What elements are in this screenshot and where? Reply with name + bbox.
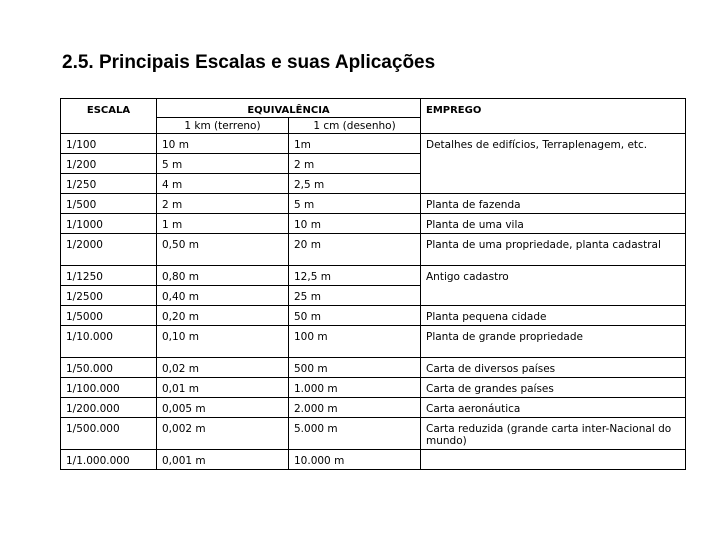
cell-emprego: Carta de grandes países: [421, 378, 686, 398]
cell-emprego: Detalhes de edifícios, Terraplenagem, etc.: [421, 134, 686, 194]
cell-terreno: 4 m: [157, 174, 289, 194]
cell-terreno: 0,10 m: [157, 326, 289, 358]
cell-terreno: 0,40 m: [157, 286, 289, 306]
cell-desenho: 50 m: [289, 306, 421, 326]
cell-terreno: 0,005 m: [157, 398, 289, 418]
cell-emprego: Carta reduzida (grande carta inter-Nacional do mundo): [421, 418, 686, 450]
table-row: [61, 450, 686, 470]
table-row: [61, 194, 686, 214]
cell-terreno: 10 m: [157, 134, 289, 154]
cell-desenho: 5.000 m: [289, 418, 421, 450]
cell-desenho: 500 m: [289, 358, 421, 378]
cell-desenho: 100 m: [289, 326, 421, 358]
cell-desenho: 1.000 m: [289, 378, 421, 398]
cell-escala: 1/1000: [61, 214, 157, 234]
table-row: [61, 398, 686, 418]
cell-escala: 1/10.000: [61, 326, 157, 358]
cell-escala: 1/50.000: [61, 358, 157, 378]
cell-desenho: 10.000 m: [289, 450, 421, 470]
cell-escala: 1/5000: [61, 306, 157, 326]
table-row: [61, 326, 686, 358]
cell-desenho: 2 m: [289, 154, 421, 174]
cell-escala: 1/2500: [61, 286, 157, 306]
cell-escala: 1/500.000: [61, 418, 157, 450]
cell-escala: 1/250: [61, 174, 157, 194]
cell-terreno: 0,50 m: [157, 234, 289, 266]
cell-escala: 1/200: [61, 154, 157, 174]
cell-terreno: 0,001 m: [157, 450, 289, 470]
table-row: [61, 214, 686, 234]
cell-emprego: Planta de grande propriedade: [421, 326, 686, 358]
table-row: [61, 306, 686, 326]
cell-terreno: 0,20 m: [157, 306, 289, 326]
cell-emprego: Planta de uma propriedade, planta cadastral: [421, 234, 686, 266]
cell-terreno: 1 m: [157, 214, 289, 234]
cell-desenho: 2,5 m: [289, 174, 421, 194]
cell-emprego: Planta de fazenda: [421, 194, 686, 214]
cell-emprego: Planta de uma vila: [421, 214, 686, 234]
cell-terreno: 5 m: [157, 154, 289, 174]
table-row: [61, 378, 686, 398]
cell-terreno: 2 m: [157, 194, 289, 214]
cell-escala: 1/200.000: [61, 398, 157, 418]
page-title: 2.5. Principais Escalas e suas Aplicações: [62, 52, 436, 73]
header-equivalencia: EQUIVALÊNCIA: [157, 99, 421, 118]
cell-emprego: Planta pequena cidade: [421, 306, 686, 326]
cell-emprego: Carta de diversos países: [421, 358, 686, 378]
cell-desenho: 1m: [289, 134, 421, 154]
cell-escala: 1/100: [61, 134, 157, 154]
cell-terreno: 0,002 m: [157, 418, 289, 450]
cell-desenho: 2.000 m: [289, 398, 421, 418]
cell-desenho: 12,5 m: [289, 266, 421, 286]
header-emprego: EMPREGO: [421, 99, 686, 134]
cell-emprego-empty: [421, 450, 686, 470]
cell-terreno: 0,02 m: [157, 358, 289, 378]
scales-table: [60, 98, 686, 470]
cell-terreno: 0,80 m: [157, 266, 289, 286]
cell-emprego: Carta aeronáutica: [421, 398, 686, 418]
header-desenho: 1 cm (desenho): [289, 118, 421, 134]
cell-desenho: 20 m: [289, 234, 421, 266]
header-escala: ESCALA: [61, 99, 157, 134]
cell-desenho: 10 m: [289, 214, 421, 234]
header-terreno: 1 km (terreno): [157, 118, 289, 134]
cell-escala: 1/2000: [61, 234, 157, 266]
table-row: [61, 418, 686, 450]
cell-escala: 1/500: [61, 194, 157, 214]
table-row: [61, 134, 686, 154]
cell-escala: 1/1.000.000: [61, 450, 157, 470]
table-row: [61, 358, 686, 378]
cell-desenho: 5 m: [289, 194, 421, 214]
cell-escala: 1/1250: [61, 266, 157, 286]
cell-emprego: Antigo cadastro: [421, 266, 686, 306]
table-row: [61, 266, 686, 286]
cell-terreno: 0,01 m: [157, 378, 289, 398]
cell-desenho: 25 m: [289, 286, 421, 306]
table-row: [61, 234, 686, 266]
cell-escala: 1/100.000: [61, 378, 157, 398]
